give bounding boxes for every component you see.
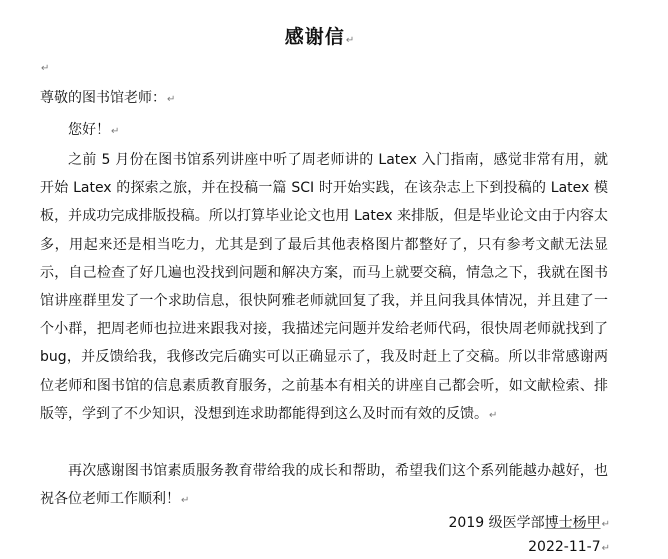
title-text: 感谢信 [284, 26, 345, 48]
letter-date [528, 539, 610, 555]
salutation [40, 84, 608, 114]
signature [449, 512, 610, 532]
body-paragraph-1 [40, 146, 608, 430]
letter-title [0, 22, 640, 49]
paragraph-mark-icon: ↵ [181, 495, 190, 507]
paragraph-mark-icon: ↵ [111, 126, 120, 137]
signature-name: 博士杨甲 [544, 515, 601, 531]
paragraph-mark-icon: ↵ [489, 409, 498, 421]
paragraph-mark-icon: ↵ [41, 63, 50, 74]
paragraph-1-text: 之前 5 月份在图书馆系列讲座中听了周老师讲的 Latex 入门指南，感觉非常有用，就开始 Latex 的探索之旅，并在投稿一篇 SCI 时开始实践，在该杂志上下到投稿的 Latex 模板，并成功完成排版投稿。所以打算毕业论文也用 Latex 来排版，但是毕业论文由于内容太多，用起来还是相当吃力，尤其是到了最后其他表格图片都整好了，只有参考文献无法显示，自己检查了好几遍也没找到问题和解决方案，而马上就要交稿，情急之下，我就在图书馆讲座群里发了一个求助信息，很快阿雅老师就回复了我，并且问我具体情况，并且建了一个小群，把周老师也拉进来跟我对接，我描述完问题并发给老师代码，很快周老师就找到了 bug，并反馈给我，我修改完后确实可以正确显示了，我及时赶上了交稿。所以非常感谢两位老师和图书馆的信息素质教育服务，之前基本有相关的讲座自己都会听，如文献检索、排版等，学到了不少知识，没想到连求助都能得到这么及时而有效的反馈。 [40, 152, 608, 422]
greeting-text: 您好！ [68, 122, 110, 138]
paragraph-2-text: 再次感谢图书馆素质服务教育带给我的成长和帮助，希望我们这个系列能越办越好，也祝各位老师工作顺利！ [40, 463, 608, 508]
paragraph-mark-icon: ↵ [601, 543, 610, 554]
paragraph-mark-icon: ↵ [167, 94, 176, 105]
signature-prefix: 2019 级医学部 [448, 515, 545, 531]
paragraph-mark-icon: ↵ [601, 519, 610, 530]
greeting [40, 116, 636, 146]
salutation-text: 尊敬的图书馆老师： [40, 90, 166, 106]
body-paragraph-2 [40, 457, 608, 515]
date-text: 2022-11-7 [528, 539, 601, 555]
empty-paragraph [40, 63, 49, 74]
paragraph-mark-icon: ↵ [345, 35, 356, 46]
